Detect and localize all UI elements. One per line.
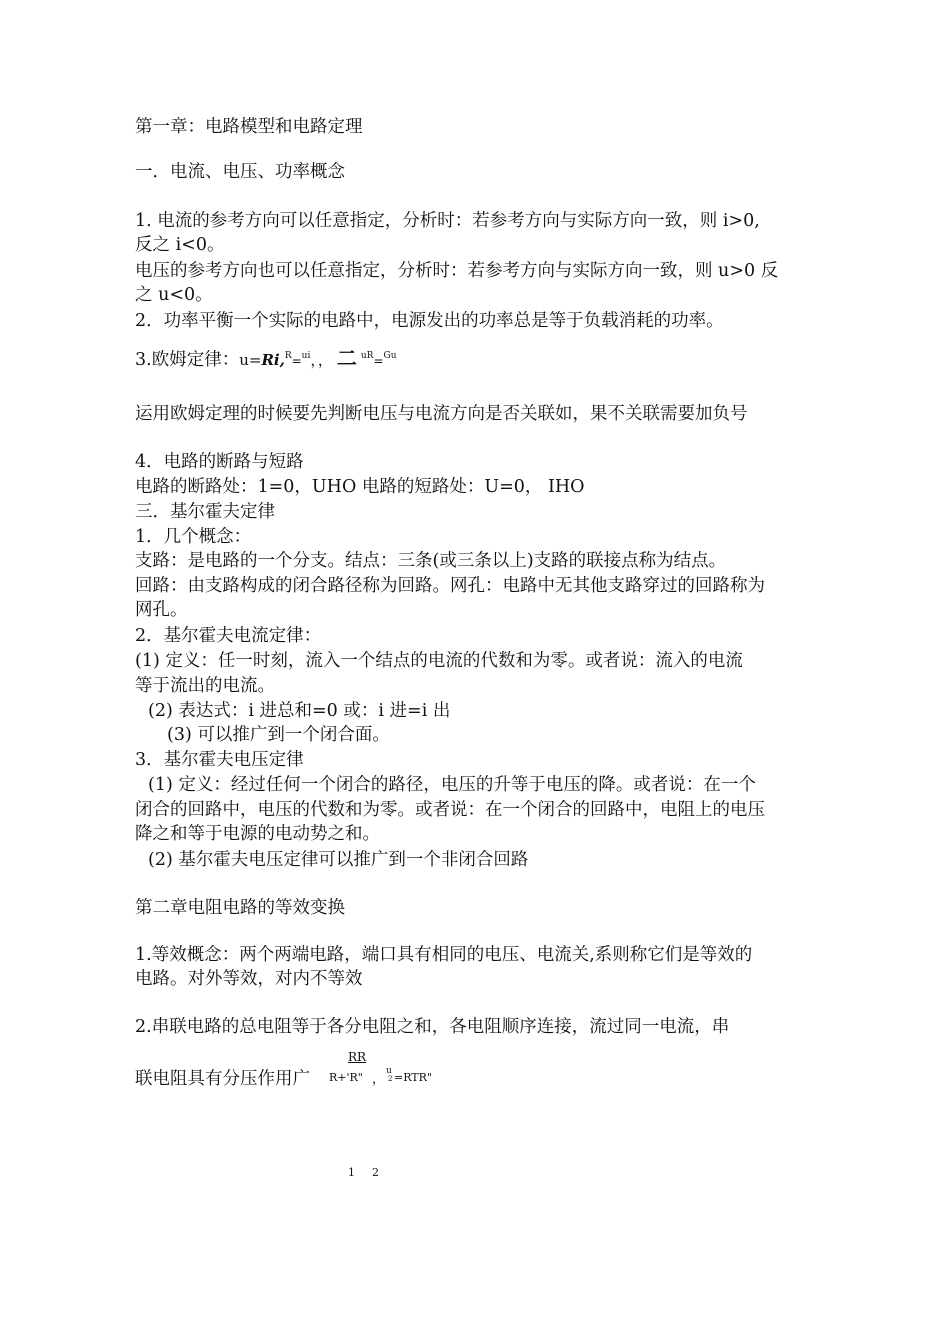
ohms-law-eq-2: = (373, 354, 384, 368)
ohms-law-sup-r: R (284, 351, 292, 361)
footnote-marker-2: 2 (372, 1166, 379, 1179)
ohms-law-sup-ur: uR (360, 351, 374, 361)
kvl-title: 3．基尔霍夫电压定律 (135, 750, 304, 770)
divider-u: u (386, 1066, 392, 1076)
divider-fraction-denominator: R+'R" (329, 1071, 363, 1084)
concepts-title: 1．几个概念： (135, 527, 252, 547)
section-3-title: 三．基尔霍夫定律 (135, 502, 275, 522)
paragraph-voltage-direction-cont: 之 u<0。 (135, 285, 213, 305)
concepts-loop-mesh: 回路：由支路构成的闭合路径称为回路。网孔：电路中无其他支路穿过的回路称为 (135, 576, 765, 596)
open-short-body: 电路的断路处：1=0，UHO 电路的短路处：U=0， IHO (135, 477, 585, 497)
paragraph-current-direction: 1. 电流的参考方向可以任意指定，分析时：若参考方向与实际方向一致，则 i>0, (135, 211, 760, 231)
kcl-definition-cont: 等于流出的电流。 (135, 676, 275, 696)
kvl-definition-cont-2: 降之和等于电源的电动势之和。 (135, 824, 380, 844)
ohms-law-line (135, 346, 397, 375)
divider-separator: ， (372, 1072, 386, 1087)
section-1-title: 一．电流、电压、功率概念 (135, 162, 345, 182)
kcl-definition: (1) 定义：任一时刻，流入一个结点的电流的代数和为零。或者说：流入的电流 (135, 651, 743, 671)
kvl-definition-cont-1: 闭合的回路中，电压的代数和为零。或者说：在一个闭合的回路中，电阻上的电压 (135, 800, 765, 820)
kcl-expression: (2) 表达式：i 进总和=0 或：i 进=i 出 (148, 701, 451, 721)
kcl-closed-surface: (3) 可以推广到一个闭合面。 (167, 725, 390, 745)
ohms-law-label: 3.欧姆定律： (135, 350, 240, 370)
equivalence-concept-cont: 电路。对外等效，对内不等效 (135, 969, 363, 989)
series-resistance: 2.串联电路的总电阻等于各分电阻之和，各电阻顺序连接，流过同一电流，串 (135, 1017, 730, 1037)
kvl-definition: (1) 定义：经过任何一个闭合的路径，电压的升等于电压的降。或者说：在一个 (148, 775, 756, 795)
footnote-marker-1: 1 (348, 1166, 355, 1179)
equivalence-concept: 1.等效概念：两个两端电路，端口具有相同的电压、电流关,系则称它们是等效的 (135, 945, 753, 965)
series-voltage-divider: 联电阻具有分压作用广 (135, 1069, 310, 1089)
kvl-non-closed: (2) 基尔霍夫电压定律可以推广到一个非闭合回路 (148, 850, 529, 870)
paragraph-voltage-direction: 电压的参考方向也可以任意指定，分析时：若参考方向与实际方向一致，则 u>0 反 (135, 261, 779, 281)
ohms-law-note: 运用欧姆定理的时候要先判断电压与电流方向是否关联如，果不关联需要加负号 (135, 404, 748, 424)
paragraph-power-balance: 2．功率平衡一个实际的电路中，电源发出的功率总是等于负载消耗的功率。 (135, 311, 724, 331)
ohms-law-sep: ，， (310, 351, 333, 369)
divider-fraction-numerator: RR (348, 1050, 367, 1064)
divider-subscript: 2 (388, 1075, 393, 1083)
ohms-law-eq-1: = (291, 354, 302, 368)
concepts-loop-mesh-cont: 网孔。 (135, 600, 188, 620)
paragraph-current-direction-cont: 反之 i<0。 (135, 235, 225, 255)
divider-rest: =RTR" (394, 1071, 432, 1084)
ohms-law-ri: Ri, (261, 351, 285, 369)
open-short-title: 4．电路的断路与短路 (135, 452, 304, 472)
concepts-branch-node: 支路：是电路的一个分支。结点：三条(或三条以上)支路的联接点称为结点。 (135, 551, 727, 571)
ohms-law-bar: 二 (336, 346, 357, 370)
chapter-1-title: 第一章：电路模型和电路定理 (135, 117, 363, 137)
ohms-law-sup-gu: Gu (383, 351, 397, 361)
chapter-2-title: 第二章电阻电路的等效变换 (135, 898, 345, 918)
ohms-law-u: u= (239, 351, 262, 369)
kcl-title: 2．基尔霍夫电流定律： (135, 626, 322, 646)
ohms-law-sup-ui: ui (301, 351, 311, 361)
